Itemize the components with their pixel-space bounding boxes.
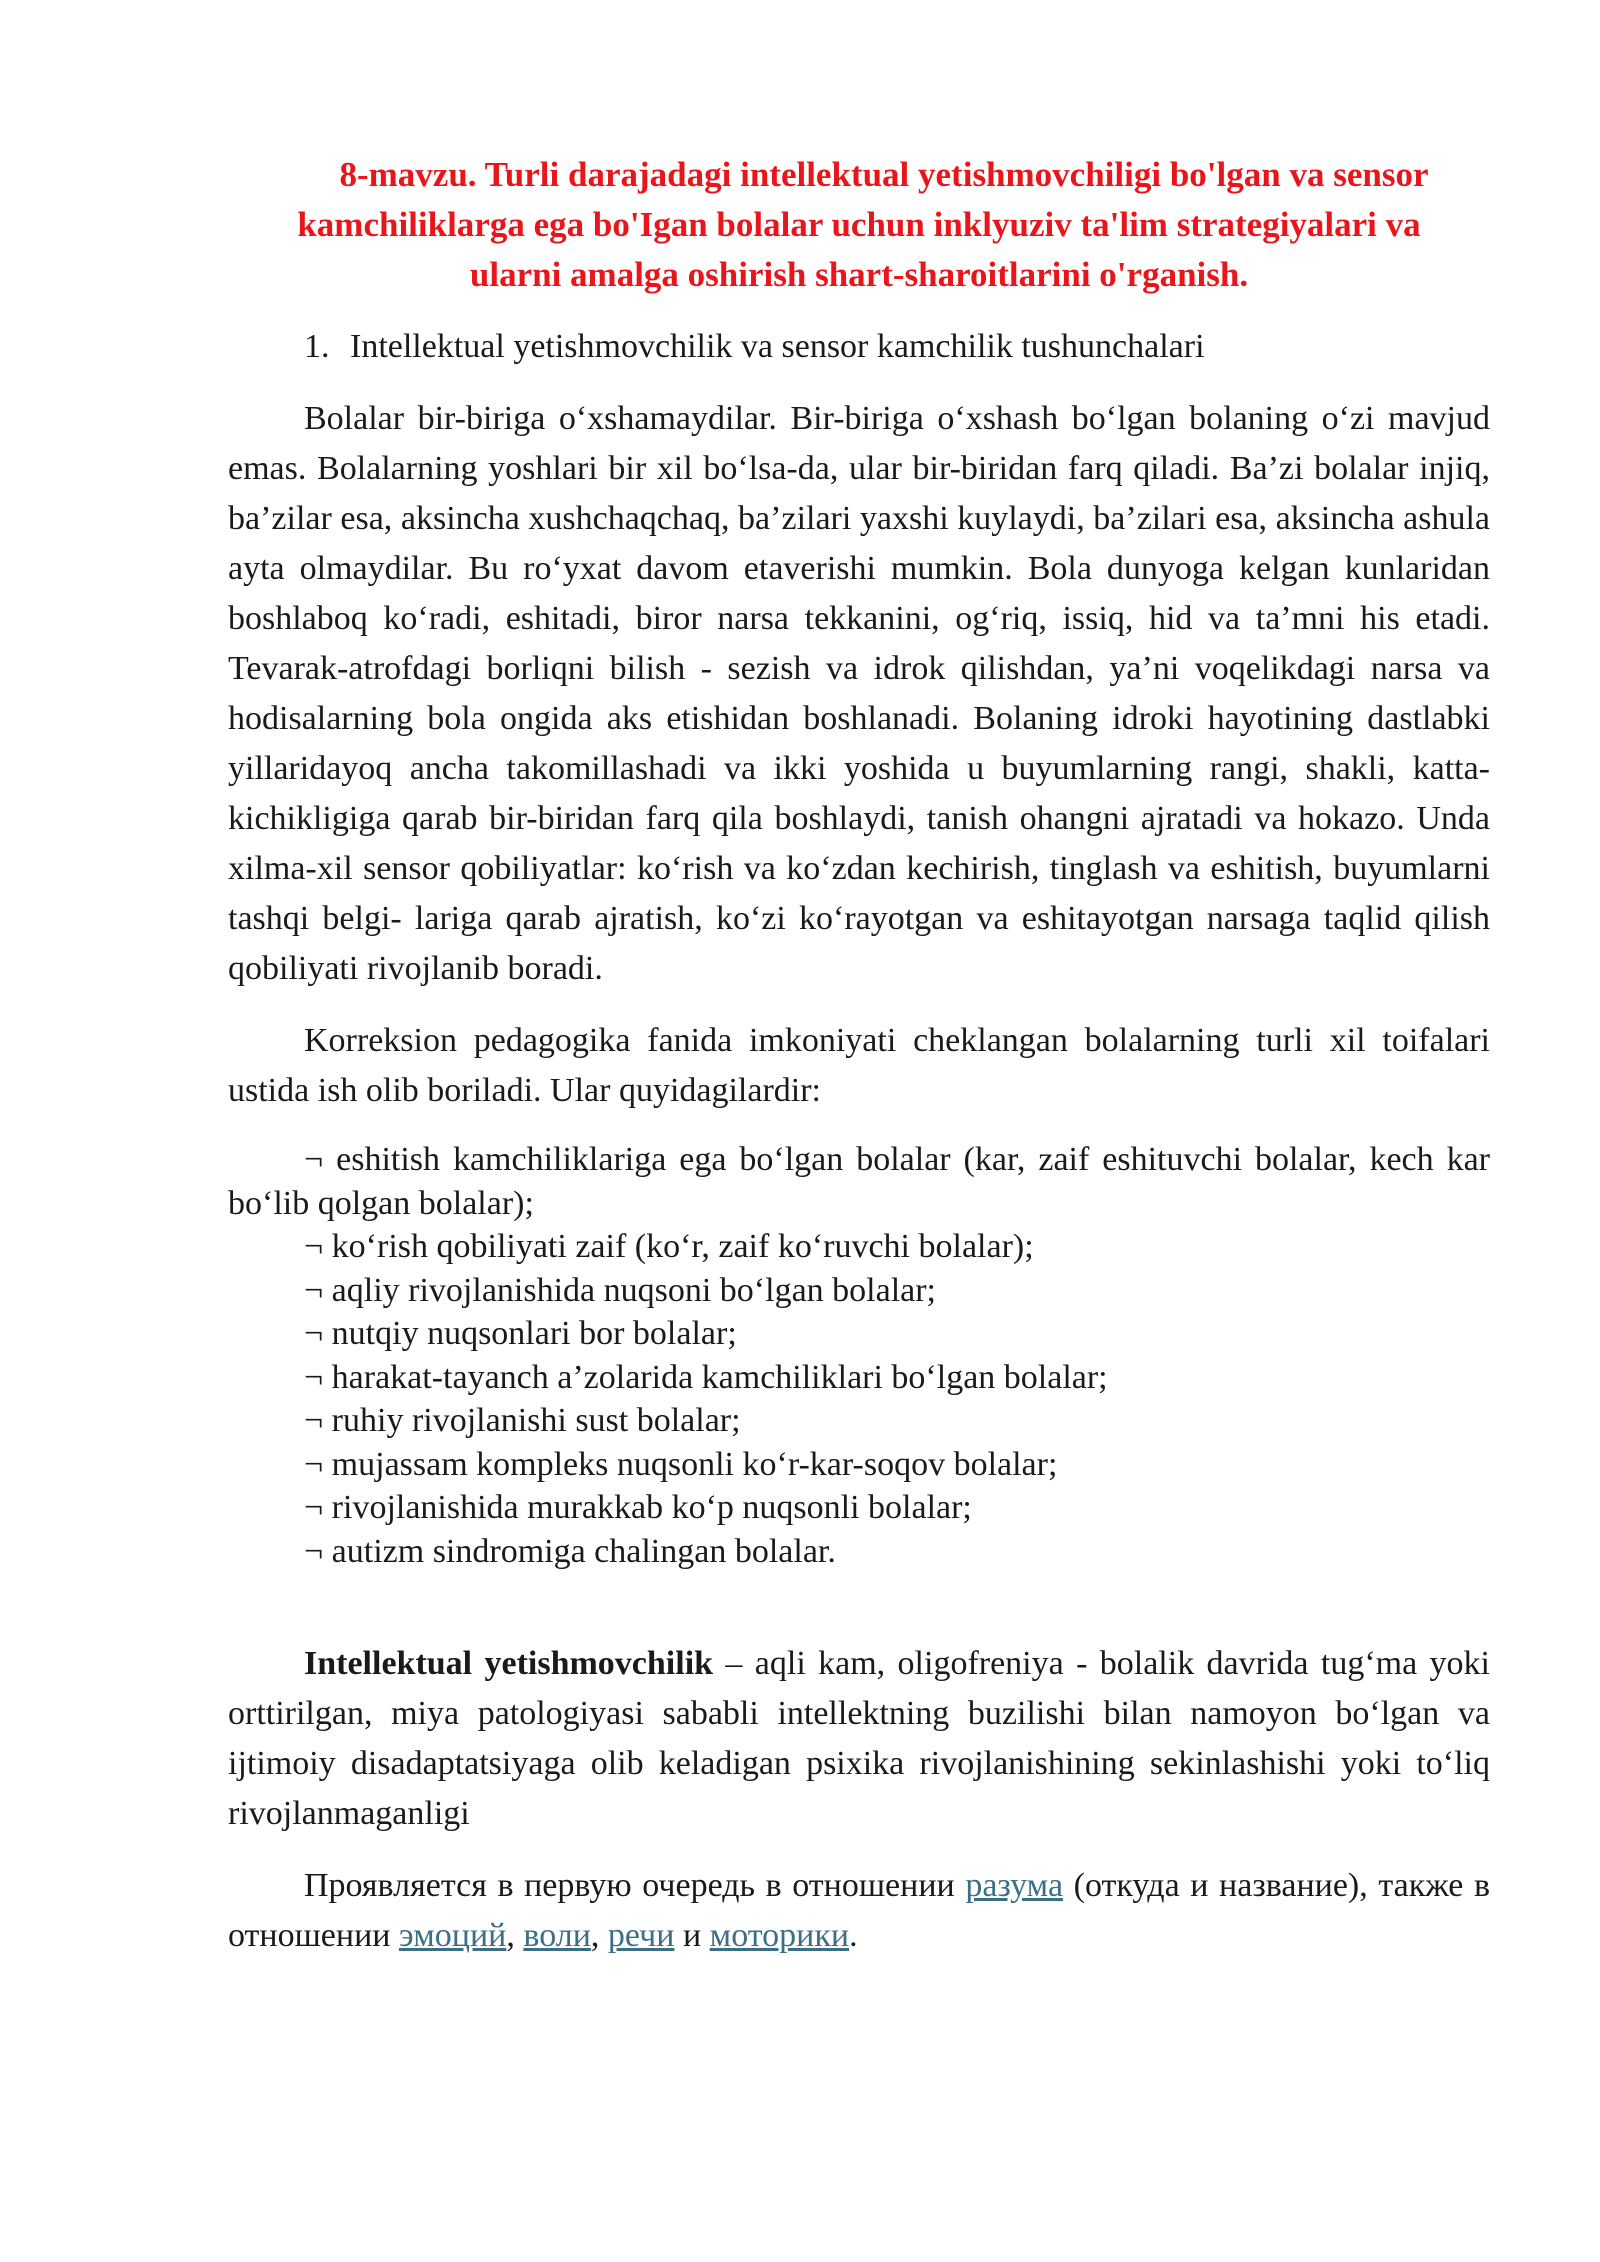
list-item: ¬ harakat-tayanch a’zolarida kamchiliklari bo‘lgan bolalar; (304, 1358, 1108, 1396)
russian-separator: , (590, 1917, 608, 1954)
section-spacer (228, 1573, 1490, 1639)
list-item: ¬ ko‘rish qobiliyati zaif (ko‘r, zaif ko‘ruvchi bolalar); (304, 1228, 1034, 1265)
list-item: ¬ mujassam kompleks nuqsonli ko‘r-kar-soqov bolalar; (304, 1445, 1058, 1483)
document-title (228, 150, 1490, 300)
paragraph-categories: Korreksion pedagogika fanida imkoniyati cheklangan bolalarning turli xil toifalari ustida ish olib boriladi. Ular quyidagilardir: (228, 1022, 1490, 1109)
section-heading (304, 322, 1490, 372)
section-heading-text: Intellektual yetishmovchilik va sensor kamchilik tushunchalari (350, 328, 1205, 365)
title-line-1: 8-mavzu. Turli darajadagi intellektual yetishmovchiligi bo'lgan va sensor (339, 155, 1429, 194)
definition-term: Intellektual yetishmovchilik (304, 1645, 714, 1682)
russian-text-2: (откуда и название), также в отношении (228, 1867, 1491, 1954)
russian-end: . (849, 1917, 858, 1954)
categories-list (228, 1138, 1490, 1573)
link-motoriki[interactable]: моторики (709, 1917, 850, 1954)
link-voli[interactable]: воли (523, 1917, 591, 1954)
list-item: ¬ autizm sindromiga chalingan bolalar. (304, 1532, 836, 1570)
paragraph-definition (228, 1639, 1490, 1839)
list-item: ¬ eshitish kamchiliklariga ega bo‘lgan bolalar (kar, zaif eshituvchi bolalar, kech kar bo‘lib qolgan bolalar); (228, 1141, 1490, 1222)
russian-text-1: Проявляется в первую очередь в отношении (304, 1867, 966, 1904)
list-item: ¬ nutqiy nuqsonlari bor bolalar; (304, 1315, 737, 1352)
paragraph-russian (228, 1861, 1490, 1961)
link-razum[interactable]: разума (965, 1867, 1064, 1904)
section-number: 1. (304, 328, 330, 365)
document-page (228, 150, 1490, 1983)
list-item: ¬ rivojlanishida murakkab ko‘p nuqsonli bolalar; (304, 1489, 972, 1526)
definition-text: – aqli kam, oligofreniya - bolalik davrida tug‘ma yoki orttirilgan, miya patologiyasi sababli intellektning buzilishi bilan namoyon bo‘lgan va ijtimoiy disadaptatsiyaga olib keladigan psixika rivojlanishining sekinlashishi yoki to‘liq rivojlanmaganligi (228, 1645, 1490, 1832)
title-line-2: kamchiliklarga ega bo'Igan bolalar uchun inklyuziv ta'lim strategiyalari va (297, 205, 1421, 244)
title-line-3: ularni amalga oshirish shart-sharoitlarini o'rganish. (469, 255, 1249, 294)
paragraph-intro: Bolalar bir-biriga o‘xshamaydilar. Bir-biriga o‘xshash bo‘lgan bolaning o‘zi mavjud emas. Bolalarning yoshlari bir xil bo‘lsa-da, ular bir-biridan farq qiladi. Ba’zi bolalar injiq, ba’zilar esa, aksincha xushchaqchaq, ba’zilari yaxshi kuylaydi, ba’zilari esa, aksincha ashula ayta olmaydilar. Bu ro‘yxat davom etaverishi mumkin. Bola dunyoga kelgan kunlaridan boshlaboq ko‘radi, eshitadi, biror narsa tekkanini, og‘riq, issiq, hid va ta’mni his etadi. Tevarak-atrofdagi borliqni bilish - sezish va idrok qilishdan, ya’ni voqelikdagi narsa va hodisalarning bola ongida aks etishidan boshlanadi. Bolaning idroki hayotining dastlabki yillaridayoq ancha takomillashadi va ikki yoshida u buyumlarning rangi, shakli, katta- kichikligiga qarab bir-biridan farq qila boshlaydi, tanish ohangni ajratadi va hokazo. Unda xilma-xil sensor qobiliyatlar: ko‘rish va ko‘zdan kechirish, tinglash va eshitish, buyumlarni tashqi belgi- lariga qarab ajratish, ko‘zi ko‘rayotgan va eshitayotgan narsaga taqlid qilish qobiliyati rivojlanib boradi. (228, 400, 1490, 987)
link-rechi[interactable]: речи (607, 1917, 675, 1954)
russian-separator: , (506, 1917, 524, 1954)
list-item: ¬ ruhiy rivojlanishi sust bolalar; (304, 1402, 741, 1439)
link-emotsiy[interactable]: эмоций (398, 1917, 507, 1954)
list-item: ¬ aqliy rivojlanishida nuqsoni bo‘lgan bolalar; (304, 1271, 937, 1309)
russian-text-3: и (674, 1917, 710, 1954)
